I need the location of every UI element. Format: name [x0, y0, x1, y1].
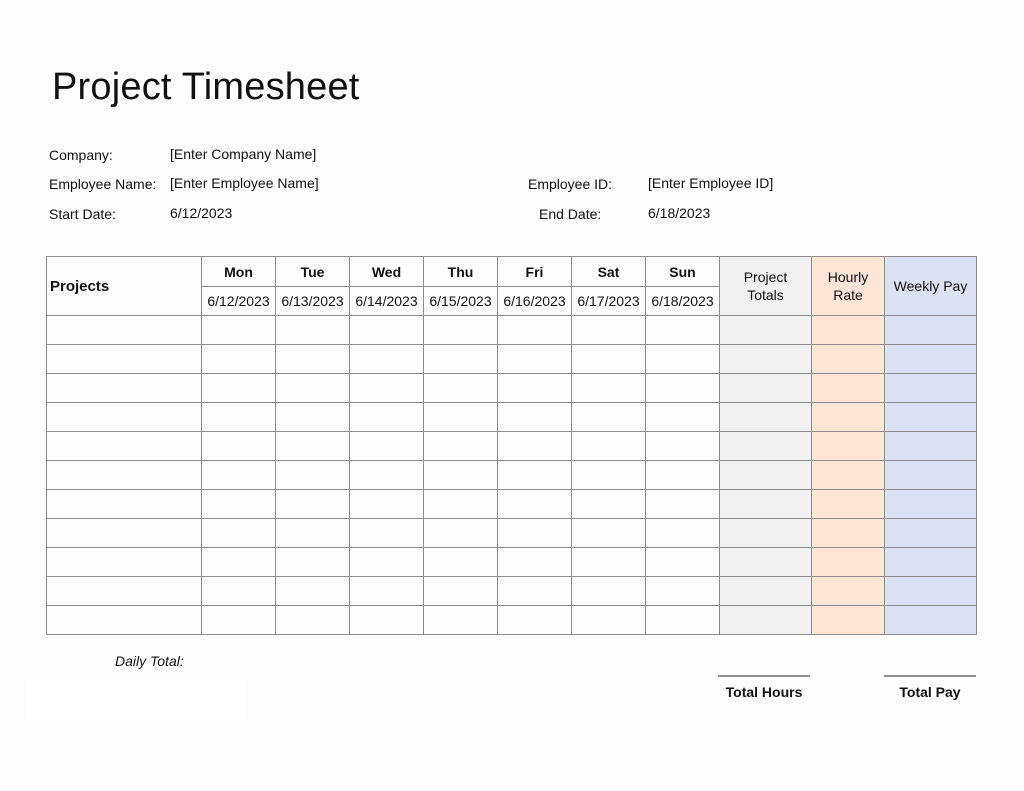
hours-cell-sun[interactable] [646, 374, 720, 403]
hours-cell-wed[interactable] [350, 461, 424, 490]
date-header-mon: 6/12/2023 [202, 287, 276, 316]
hours-cell-fri[interactable] [498, 548, 572, 577]
day-header-mon: Mon [202, 257, 276, 287]
hours-cell-sun[interactable] [646, 461, 720, 490]
hours-cell-sat[interactable] [572, 432, 646, 461]
table-row [47, 432, 977, 461]
hours-cell-mon[interactable] [202, 374, 276, 403]
hourly-rate-header [812, 257, 885, 316]
hours-cell-fri[interactable] [498, 374, 572, 403]
hours-cell-wed[interactable] [350, 316, 424, 345]
table-row [47, 548, 977, 577]
weekly-pay-cell [885, 606, 977, 635]
hours-cell-mon[interactable] [202, 519, 276, 548]
weekly-pay-cell [885, 461, 977, 490]
hours-cell-sun[interactable] [646, 490, 720, 519]
hours-cell-thu[interactable] [424, 432, 498, 461]
project-name-cell[interactable] [47, 606, 202, 635]
hourly-rate-cell[interactable] [812, 345, 885, 374]
project-name-cell[interactable] [47, 403, 202, 432]
employee-id-field[interactable]: [Enter Employee ID] [648, 175, 774, 191]
hourly-rate-cell[interactable] [812, 606, 885, 635]
hours-cell-thu[interactable] [424, 461, 498, 490]
hours-cell-sun[interactable] [646, 345, 720, 374]
weekly-pay-cell [885, 519, 977, 548]
date-header-thu: 6/15/2023 [424, 287, 498, 316]
hours-cell-sat[interactable] [572, 490, 646, 519]
hours-cell-thu[interactable] [424, 548, 498, 577]
weekly-pay-cell [885, 403, 977, 432]
hours-cell-thu[interactable] [424, 606, 498, 635]
weekly-pay-header: Weekly Pay [885, 257, 977, 316]
date-header-tue: 6/13/2023 [276, 287, 350, 316]
day-header-sat: Sat [572, 257, 646, 287]
employee-name-label: Employee Name: [49, 176, 157, 192]
hours-cell-fri[interactable] [498, 461, 572, 490]
hourly-rate-cell[interactable] [812, 461, 885, 490]
hours-cell-fri[interactable] [498, 577, 572, 606]
company-label: Company: [49, 147, 113, 163]
hours-cell-fri[interactable] [498, 490, 572, 519]
hours-cell-mon[interactable] [202, 403, 276, 432]
project-totals-header-line1: Project [743, 269, 788, 285]
project-name-cell[interactable] [47, 345, 202, 374]
weekly-pay-cell [885, 345, 977, 374]
hours-cell-wed[interactable] [350, 345, 424, 374]
hours-cell-sat[interactable] [572, 316, 646, 345]
hours-cell-wed[interactable] [350, 519, 424, 548]
hourly-rate-cell[interactable] [812, 490, 885, 519]
hours-cell-sun[interactable] [646, 577, 720, 606]
day-header-fri: Fri [498, 257, 572, 287]
hours-cell-sat[interactable] [572, 606, 646, 635]
table-row [47, 316, 977, 345]
weekly-pay-cell [885, 548, 977, 577]
table-row [47, 490, 977, 519]
timesheet-body [47, 316, 977, 635]
day-header-wed: Wed [350, 257, 424, 287]
hours-cell-thu[interactable] [424, 577, 498, 606]
total-pay-line [884, 675, 976, 677]
hourly-rate-cell[interactable] [812, 519, 885, 548]
hours-cell-thu[interactable] [424, 490, 498, 519]
hours-cell-sun[interactable] [646, 606, 720, 635]
hours-cell-tue[interactable] [276, 519, 350, 548]
table-row [47, 577, 977, 606]
project-total-cell [720, 548, 812, 577]
hours-cell-wed[interactable] [350, 403, 424, 432]
hourly-rate-cell[interactable] [812, 577, 885, 606]
hours-cell-fri[interactable] [498, 519, 572, 548]
hours-cell-sat[interactable] [572, 461, 646, 490]
hours-cell-mon[interactable] [202, 490, 276, 519]
table-row [47, 374, 977, 403]
hours-cell-thu[interactable] [424, 374, 498, 403]
hours-cell-mon[interactable] [202, 606, 276, 635]
day-header-tue: Tue [276, 257, 350, 287]
date-header-sat: 6/17/2023 [572, 287, 646, 316]
hours-cell-mon[interactable] [202, 548, 276, 577]
day-header-sun: Sun [646, 257, 720, 287]
project-total-cell [720, 519, 812, 548]
table-row [47, 519, 977, 548]
hours-cell-wed[interactable] [350, 577, 424, 606]
start-date-field[interactable]: 6/12/2023 [170, 205, 233, 221]
weekly-pay-cell [885, 577, 977, 606]
hours-cell-tue[interactable] [276, 461, 350, 490]
weekly-pay-cell [885, 316, 977, 345]
hours-cell-tue[interactable] [276, 548, 350, 577]
project-total-cell [720, 374, 812, 403]
weekly-pay-cell [885, 374, 977, 403]
project-name-cell[interactable] [47, 432, 202, 461]
hours-cell-thu[interactable] [424, 519, 498, 548]
hours-cell-mon[interactable] [202, 461, 276, 490]
hourly-rate-cell[interactable] [812, 432, 885, 461]
date-header-fri: 6/16/2023 [498, 287, 572, 316]
hours-cell-sat[interactable] [572, 519, 646, 548]
weekly-pay-cell [885, 490, 977, 519]
project-total-cell [720, 403, 812, 432]
project-total-cell [720, 316, 812, 345]
table-row [47, 345, 977, 374]
employee-name-field[interactable]: [Enter Employee Name] [170, 175, 319, 191]
hours-cell-fri[interactable] [498, 432, 572, 461]
project-name-cell[interactable] [47, 316, 202, 345]
hours-cell-fri[interactable] [498, 316, 572, 345]
hours-cell-sun[interactable] [646, 403, 720, 432]
project-total-cell [720, 432, 812, 461]
hours-cell-thu[interactable] [424, 316, 498, 345]
project-totals-header [720, 257, 812, 316]
timesheet-table [46, 256, 977, 635]
hours-cell-fri[interactable] [498, 403, 572, 432]
project-total-cell [720, 345, 812, 374]
hours-cell-mon[interactable] [202, 316, 276, 345]
day-header-thu: Thu [424, 257, 498, 287]
table-row [47, 403, 977, 432]
hours-cell-tue[interactable] [276, 345, 350, 374]
hours-cell-sat[interactable] [572, 548, 646, 577]
hourly-rate-cell[interactable] [812, 316, 885, 345]
project-name-cell[interactable] [47, 461, 202, 490]
daily-total-field[interactable] [27, 680, 245, 720]
hours-cell-wed[interactable] [350, 548, 424, 577]
hourly-rate-cell[interactable] [812, 403, 885, 432]
project-totals-header-line2: Totals [747, 287, 784, 303]
total-pay-label: Total Pay [899, 684, 961, 700]
project-total-cell [720, 606, 812, 635]
project-name-cell[interactable] [47, 374, 202, 403]
hours-cell-sat[interactable] [572, 403, 646, 432]
daily-total-label: Daily Total: [115, 653, 184, 669]
table-row [47, 461, 977, 490]
hours-cell-tue[interactable] [276, 316, 350, 345]
hours-cell-wed[interactable] [350, 606, 424, 635]
total-hours-label: Total Hours [725, 684, 803, 700]
hours-cell-sun[interactable] [646, 548, 720, 577]
hours-cell-tue[interactable] [276, 577, 350, 606]
hours-cell-mon[interactable] [202, 345, 276, 374]
end-date-label: End Date: [539, 206, 602, 222]
hours-cell-wed[interactable] [350, 374, 424, 403]
hours-cell-sun[interactable] [646, 316, 720, 345]
hourly-rate-header-line1: Hourly [827, 269, 869, 285]
company-field[interactable]: [Enter Company Name] [170, 146, 317, 162]
hours-cell-sat[interactable] [572, 577, 646, 606]
hours-cell-thu[interactable] [424, 345, 498, 374]
project-total-cell [720, 577, 812, 606]
hours-cell-sun[interactable] [646, 432, 720, 461]
hours-cell-fri[interactable] [498, 345, 572, 374]
hours-cell-thu[interactable] [424, 403, 498, 432]
hours-cell-tue[interactable] [276, 374, 350, 403]
date-header-wed: 6/14/2023 [350, 287, 424, 316]
start-date-label: Start Date: [49, 206, 116, 222]
hours-cell-sun[interactable] [646, 519, 720, 548]
hourly-rate-cell[interactable] [812, 374, 885, 403]
hours-cell-fri[interactable] [498, 606, 572, 635]
hours-cell-mon[interactable] [202, 432, 276, 461]
hours-cell-wed[interactable] [350, 432, 424, 461]
project-name-cell[interactable] [47, 577, 202, 606]
total-hours-line [718, 675, 810, 677]
hours-cell-wed[interactable] [350, 490, 424, 519]
hours-cell-tue[interactable] [276, 606, 350, 635]
hourly-rate-cell[interactable] [812, 548, 885, 577]
employee-id-label: Employee ID: [528, 176, 613, 192]
project-total-cell [720, 490, 812, 519]
weekly-pay-cell [885, 432, 977, 461]
project-name-cell[interactable] [47, 490, 202, 519]
hourly-rate-header-line2: Rate [833, 287, 863, 303]
project-total-cell [720, 461, 812, 490]
date-header-sun: 6/18/2023 [646, 287, 720, 316]
end-date-field[interactable]: 6/18/2023 [648, 205, 711, 221]
table-row [47, 606, 977, 635]
hours-cell-tue[interactable] [276, 432, 350, 461]
page-title: Project Timesheet [52, 66, 360, 108]
hours-cell-sat[interactable] [572, 374, 646, 403]
hours-cell-tue[interactable] [276, 403, 350, 432]
projects-header: Projects [47, 257, 202, 316]
project-name-cell[interactable] [47, 519, 202, 548]
project-name-cell[interactable] [47, 548, 202, 577]
hours-cell-mon[interactable] [202, 577, 276, 606]
hours-cell-sat[interactable] [572, 345, 646, 374]
hours-cell-tue[interactable] [276, 490, 350, 519]
